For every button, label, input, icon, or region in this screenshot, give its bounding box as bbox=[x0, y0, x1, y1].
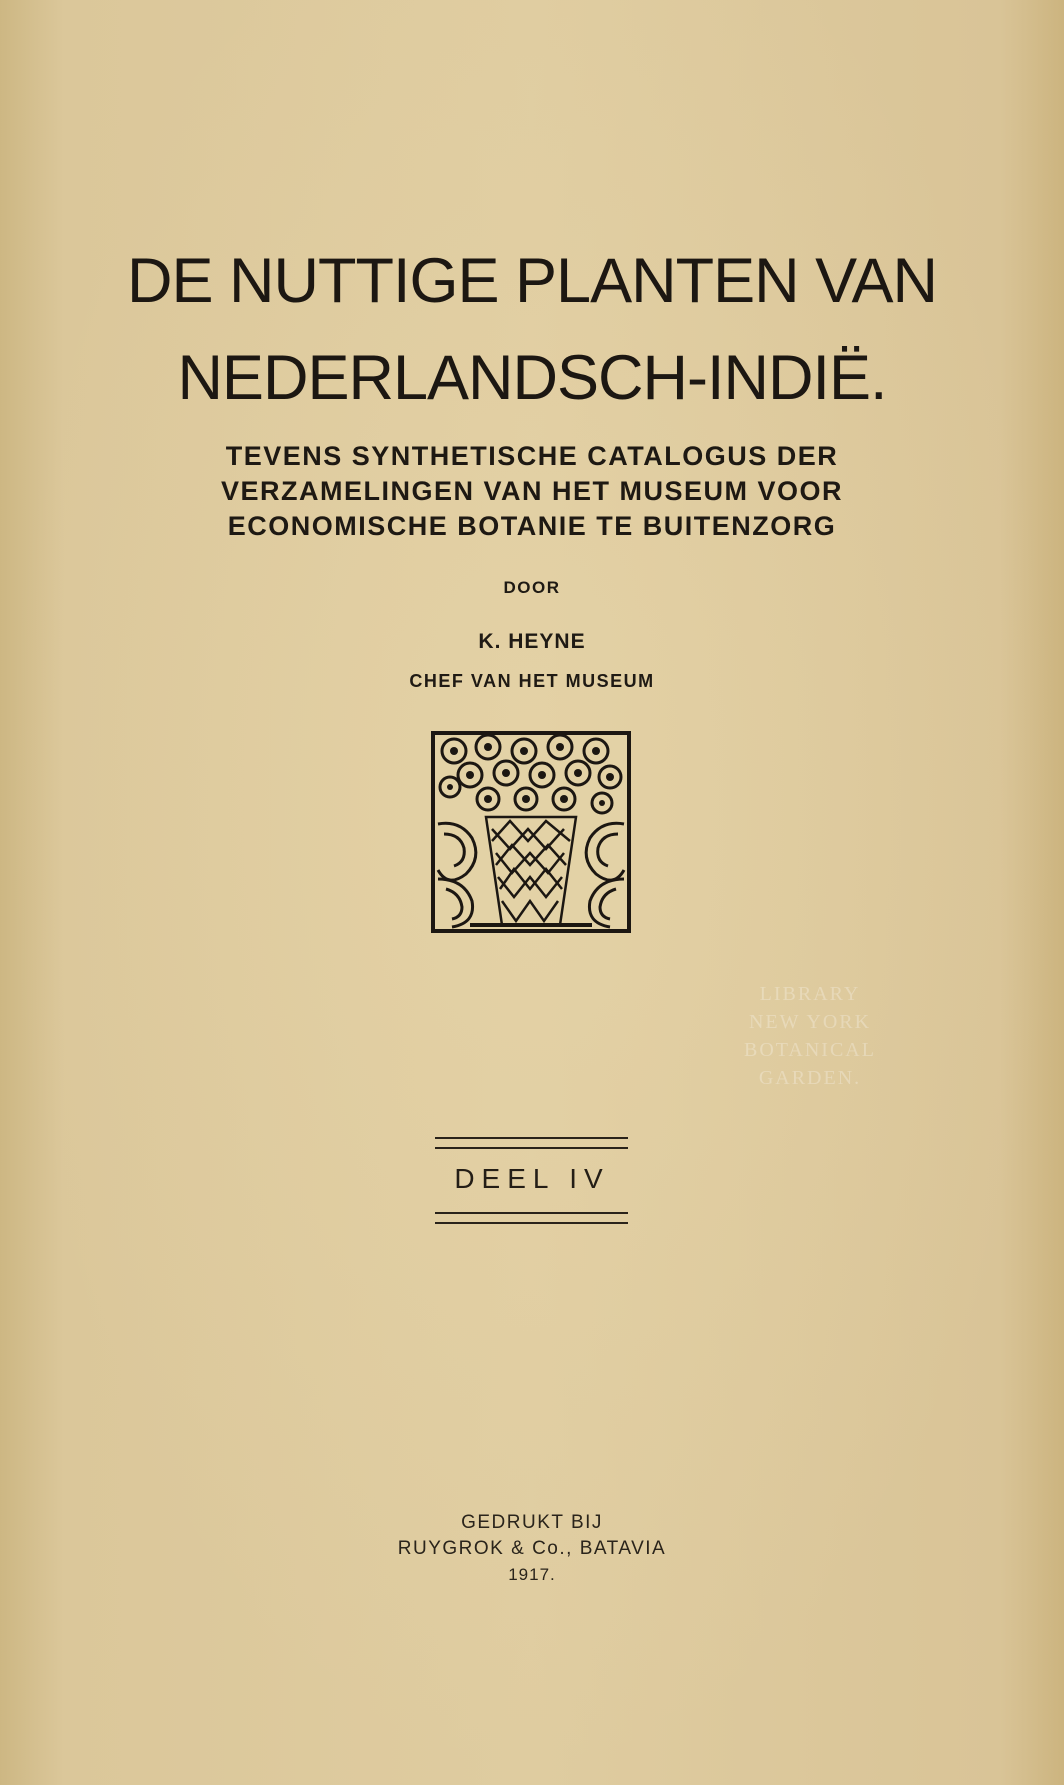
author-role: CHEF VAN HET MUSEUM bbox=[409, 671, 655, 691]
library-stamp bbox=[740, 980, 880, 1092]
volume-label: DEEL IV bbox=[454, 1163, 610, 1194]
floral-vase-ornament-icon bbox=[430, 729, 632, 935]
bottom-double-rule bbox=[435, 1212, 628, 1224]
subtitle-line-2: VERZAMELINGEN VAN HET MUSEUM VOOR bbox=[220, 476, 844, 506]
imprint-year: 1917. bbox=[508, 1565, 556, 1584]
subtitle-line-1: TEVENS SYNTHETISCHE CATALOGUS DER bbox=[225, 441, 839, 471]
stamp-line-4: GARDEN. bbox=[758, 1067, 862, 1089]
stamp-line-1: LIBRARY bbox=[759, 983, 861, 1005]
top-double-rule bbox=[435, 1137, 628, 1149]
author-name: K. HEYNE bbox=[478, 630, 586, 653]
main-title-line-1: DE NUTTIGE PLANTEN VAN bbox=[127, 246, 937, 316]
stamp-line-2: NEW YORK bbox=[748, 1011, 872, 1033]
main-title-line-2: NEDERLANDSCH-INDIË. bbox=[177, 343, 887, 413]
stamp-line-3: BOTANICAL bbox=[744, 1039, 876, 1061]
byline-door: DOOR bbox=[503, 578, 561, 597]
imprint-publisher: RUYGROK & Co., BATAVIA bbox=[397, 1538, 667, 1559]
imprint-printed-by: GEDRUKT BIJ bbox=[461, 1512, 603, 1533]
subtitle-line-3: ECONOMISCHE BOTANIE TE BUITENZORG bbox=[227, 511, 837, 541]
